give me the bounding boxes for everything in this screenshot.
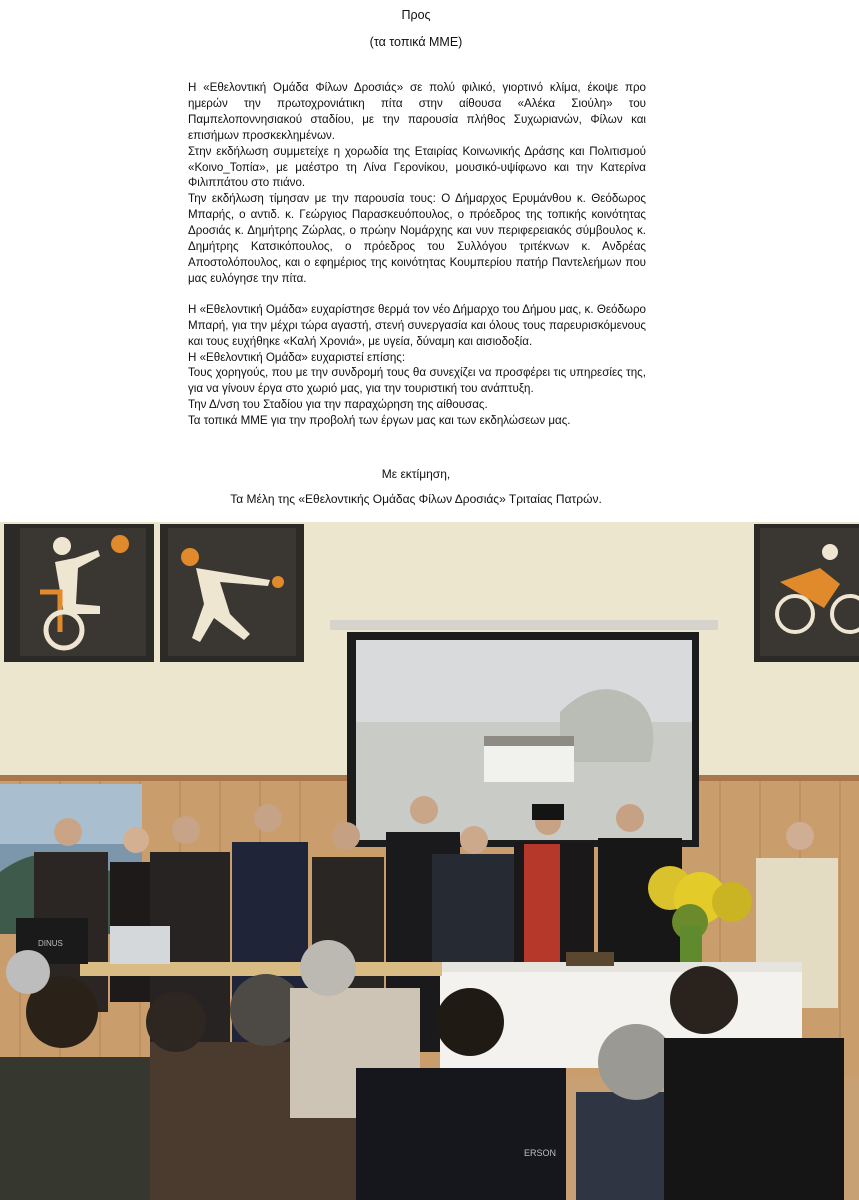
jacket-brand-label: ERSON <box>524 1148 557 1158</box>
paragraph-guests: Την εκδήλωση τίμησαν με την παρουσία τους: Ο Δήμαρχος Ερυμάνθου κ. Θεόδωρος Μπαρής, ο αντιδ. κ. Γεώργιος Παρασκευόπουλος, ο πρόεδρος της τοπικής κοινότητας Δροσιάς κ. Δημήτρης Ζώρλας, ο πρώην Νομάρχης και νυν περιφερειακός σύμβουλος κ. Δημήτρης Κατσικόπουλος, ο πρόεδρος του Συλλόγου τριτέκνων κ. Ανδρέας Αποστολόπουλος, και ο εφημέριος της κοινότητας Κουμπερίου πατήρ Παντελεήμων που μας ευλόγησε την πίτα. <box>188 192 646 285</box>
closing: Με εκτίμηση, <box>381 467 451 481</box>
paragraph-media: Τα τοπικά ΜΜΕ για την προβολή των έργων μας και των εκδηλώσεων μας. <box>188 414 571 428</box>
bowling-pictogram <box>160 524 304 662</box>
paragraph-sponsors: Τους χορηγούς, που με την συνδρομή τους θα συνεχίζει να προσφέρει τις υπηρεσίες της, για να γίνουν έργα στο χωριό μας, για την τουριστική του ανάπτυξη. <box>188 366 646 396</box>
event-photo <box>0 522 859 1200</box>
header-to: Προς <box>401 8 431 22</box>
paragraph-thanks-intro: Η «Εθελοντική Ομάδα» ευχαριστεί επίσης: <box>188 350 406 364</box>
signature: Τα Μέλη της «Εθελοντικής Ομάδας Φίλων Δροσιάς» Τριταίας Πατρών. <box>230 492 602 506</box>
header-recipient: (τα τοπικά ΜΜΕ) <box>369 35 463 49</box>
paragraph-choir: Στην εκδήλωση συμμετείχε η χορωδία της Εταιρίας Κοινωνικής Δράσης και Πολιτισμού «Κοινο_Τοπία», με μαέστρο τη Λίνα Γερονίκου, μουσικό-υψίφωνο και την Κατερίνα Φιλιππάτου στο πιάνο. <box>188 144 646 190</box>
press-release-body <box>188 80 646 429</box>
cycling-pictogram <box>754 524 859 662</box>
paragraph-stadium: Την Δ/νση του Σταδίου για την παραχώρηση της αίθουσας. <box>188 398 488 412</box>
paragraph-thanks-mayor: Η «Εθελοντική Ομάδα» ευχαρίστησε θερμά τον νέο Δήμαρχο του Δήμου μας, κ. Θεόδωρο Μπαρή, για την μέχρι τώρα αγαστή, στενή συνεργασία και όλους τους παρευρισκόμενους και τους ευχήθηκε «Καλή Χρονιά», με υγεία, δύναμη και αισιοδοξία. <box>188 302 646 348</box>
laptop-brand-label: DINUS <box>38 939 63 948</box>
wheelchair-basketball-pictogram <box>4 524 154 662</box>
paragraph-event: Η «Εθελοντική Ομάδα Φίλων Δροσιάς» σε πολύ φιλικό, γιορτινό κλίμα, έκοψε προ ημερών την πρωτοχρονιάτικη πίτα στην αίθουσα «Αλέκα Σιούλη» του Παμπελοποννησιακού σταδίου, με την παρουσία πλήθος Συχωριανών, Φίλων και επισήμων προσκεκλημένων. <box>188 81 646 142</box>
